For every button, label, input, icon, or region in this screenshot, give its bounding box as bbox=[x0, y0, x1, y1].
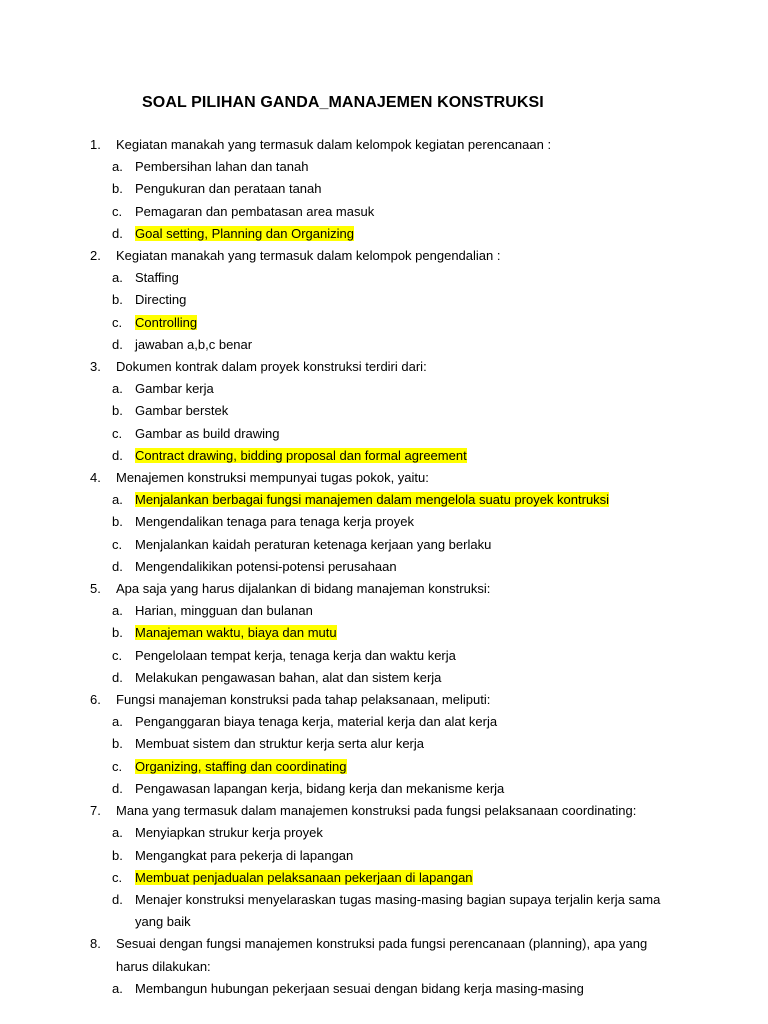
question-number: 4. bbox=[90, 470, 101, 486]
option-text: jawaban a,b,c benar bbox=[135, 336, 253, 352]
option-6-b bbox=[0, 733, 768, 755]
question-text: Sesuai dengan fungsi manajemen konstruksi pada fungsi perencanaan (planning), apa yang harus dilakukan: bbox=[116, 936, 648, 974]
option-letter: a. bbox=[112, 381, 123, 397]
option-letter: c. bbox=[112, 758, 123, 774]
option-2-a bbox=[0, 267, 768, 289]
option-5-a bbox=[0, 600, 768, 622]
option-letter: a. bbox=[112, 825, 123, 841]
question-number: 6. bbox=[90, 692, 101, 708]
option-text: Mengendalikikan potensi-potensi perusahaan bbox=[135, 558, 397, 574]
option-3-c bbox=[0, 423, 768, 445]
option-text: Gambar as build drawing bbox=[135, 425, 280, 441]
option-text: Mengangkat para pekerja di lapangan bbox=[135, 847, 354, 863]
option-letter: b. bbox=[112, 625, 123, 641]
option-text: Menajer konstruksi menyelaraskan tugas masing-masing bagian supaya terjalin kerja sama yang baik bbox=[135, 891, 661, 930]
question-7 bbox=[0, 800, 768, 822]
question-4 bbox=[0, 467, 768, 489]
option-text: Gambar kerja bbox=[135, 381, 214, 397]
option-4-c bbox=[0, 534, 768, 556]
question-3 bbox=[0, 356, 768, 378]
option-text: Pengukuran dan perataan tanah bbox=[135, 181, 322, 197]
option-2-d bbox=[0, 334, 768, 356]
question-number: 5. bbox=[90, 581, 101, 597]
option-7-d bbox=[0, 889, 680, 933]
option-6-d bbox=[0, 778, 768, 800]
option-letter: d. bbox=[112, 669, 123, 685]
question-list bbox=[0, 134, 768, 1000]
option-letter: d. bbox=[112, 891, 123, 907]
option-letter: a. bbox=[112, 492, 123, 508]
option-4-a bbox=[0, 489, 768, 511]
question-text: Kegiatan manakah yang termasuk dalam kelompok pengendalian : bbox=[116, 248, 501, 264]
option-letter: a. bbox=[112, 980, 123, 996]
question-text: Kegiatan manakah yang termasuk dalam kelompok kegiatan perencanaan : bbox=[116, 137, 552, 152]
option-2-c bbox=[0, 312, 768, 334]
option-text: Gambar berstek bbox=[135, 403, 229, 419]
question-number: 7. bbox=[90, 803, 101, 819]
question-1 bbox=[0, 134, 768, 156]
question-text: Apa saja yang harus dijalankan di bidang manajeman konstruksi: bbox=[116, 581, 491, 597]
question-2 bbox=[0, 245, 768, 267]
question-number: 2. bbox=[90, 248, 101, 264]
question-text: Menajemen konstruksi mempunyai tugas pokok, yaitu: bbox=[116, 470, 429, 486]
option-letter: b. bbox=[112, 181, 123, 197]
option-text: Menjalankan kaidah peraturan ketenaga kerjaan yang berlaku bbox=[135, 536, 492, 552]
option-7-c bbox=[0, 867, 768, 889]
option-text: Directing bbox=[135, 292, 187, 308]
question-text: Fungsi manajeman konstruksi pada tahap pelaksanaan, meliputi: bbox=[116, 692, 491, 708]
option-text-answer-highlighted: Contract drawing, bidding proposal dan formal agreement bbox=[135, 447, 467, 463]
option-letter: c. bbox=[112, 425, 123, 441]
option-letter: b. bbox=[112, 847, 123, 863]
option-text: Harian, mingguan dan bulanan bbox=[135, 603, 313, 619]
option-1-c bbox=[0, 201, 768, 223]
option-4-d bbox=[0, 556, 768, 578]
option-6-a bbox=[0, 711, 768, 733]
option-text: Membuat sistem dan struktur kerja serta alur kerja bbox=[135, 736, 424, 752]
option-letter: c. bbox=[112, 647, 123, 663]
option-letter: b. bbox=[112, 736, 123, 752]
option-8-a bbox=[0, 978, 768, 1000]
option-1-a bbox=[0, 156, 768, 178]
option-5-b bbox=[0, 622, 768, 644]
option-5-c bbox=[0, 645, 768, 667]
option-3-d bbox=[0, 445, 768, 467]
option-text: Menyiapkan strukur kerja proyek bbox=[135, 825, 323, 841]
option-3-a bbox=[0, 378, 768, 400]
option-text-answer-highlighted: Membuat penjadualan pelaksanaan pekerjaan di lapangan bbox=[135, 869, 473, 885]
option-7-b bbox=[0, 845, 768, 867]
option-text: Pemagaran dan pembatasan area masuk bbox=[135, 203, 375, 219]
question-number: 3. bbox=[90, 359, 101, 375]
question-5 bbox=[0, 578, 768, 600]
option-6-c bbox=[0, 756, 768, 778]
option-text: Melakukan pengawasan bahan, alat dan sistem kerja bbox=[135, 669, 442, 685]
option-7-a bbox=[0, 822, 768, 844]
option-text: Pembersihan lahan dan tanah bbox=[135, 159, 309, 175]
option-letter: a. bbox=[112, 714, 123, 730]
option-5-d bbox=[0, 667, 768, 689]
option-text: Membangun hubungan pekerjaan sesuai dengan bidang kerja masing-masing bbox=[135, 980, 584, 996]
question-text: Dokumen kontrak dalam proyek konstruksi terdiri dari: bbox=[116, 359, 427, 375]
option-letter: a. bbox=[112, 603, 123, 619]
option-text: Penganggaran biaya tenaga kerja, material kerja dan alat kerja bbox=[135, 714, 498, 730]
option-letter: d. bbox=[112, 336, 123, 352]
option-letter: d. bbox=[112, 225, 123, 241]
question-number: 8. bbox=[90, 936, 101, 952]
option-letter: b. bbox=[112, 514, 123, 530]
option-1-d bbox=[0, 223, 768, 245]
option-text: Staffing bbox=[135, 270, 179, 286]
option-text-answer-highlighted: Goal setting, Planning dan Organizing bbox=[135, 225, 354, 241]
option-3-b bbox=[0, 400, 768, 422]
option-text-answer-highlighted: Organizing, staffing dan coordinating bbox=[135, 758, 347, 774]
option-letter: c. bbox=[112, 314, 123, 330]
question-text: Mana yang termasuk dalam manajemen konstruksi pada fungsi pelaksanaan coordinating: bbox=[116, 803, 637, 819]
question-6 bbox=[0, 689, 768, 711]
option-letter: b. bbox=[112, 292, 123, 308]
option-letter: d. bbox=[112, 447, 123, 463]
option-letter: d. bbox=[112, 780, 123, 796]
option-letter: b. bbox=[112, 403, 123, 419]
option-letter: c. bbox=[112, 203, 123, 219]
option-text-answer-highlighted: Controlling bbox=[135, 314, 198, 330]
option-letter: a. bbox=[112, 270, 123, 286]
option-letter: a. bbox=[112, 159, 123, 175]
option-letter: d. bbox=[112, 558, 123, 574]
option-text: Pengawasan lapangan kerja, bidang kerja dan mekanisme kerja bbox=[135, 780, 505, 796]
option-4-b bbox=[0, 511, 768, 533]
document-title: SOAL PILIHAN GANDA_MANAJEMEN KONSTRUKSI bbox=[142, 94, 544, 111]
option-letter: c. bbox=[112, 869, 123, 885]
option-2-b bbox=[0, 289, 768, 311]
option-1-b bbox=[0, 178, 768, 200]
question-8 bbox=[0, 933, 661, 977]
question-number: 1. bbox=[90, 137, 101, 152]
option-letter: c. bbox=[112, 536, 123, 552]
option-text-answer-highlighted: Menjalankan berbagai fungsi manajemen dalam mengelola suatu proyek kontruksi bbox=[135, 492, 610, 508]
option-text: Mengendalikan tenaga para tenaga kerja proyek bbox=[135, 514, 414, 530]
option-text-answer-highlighted: Manajeman waktu, biaya dan mutu bbox=[135, 625, 337, 641]
option-text: Pengelolaan tempat kerja, tenaga kerja dan waktu kerja bbox=[135, 647, 456, 663]
